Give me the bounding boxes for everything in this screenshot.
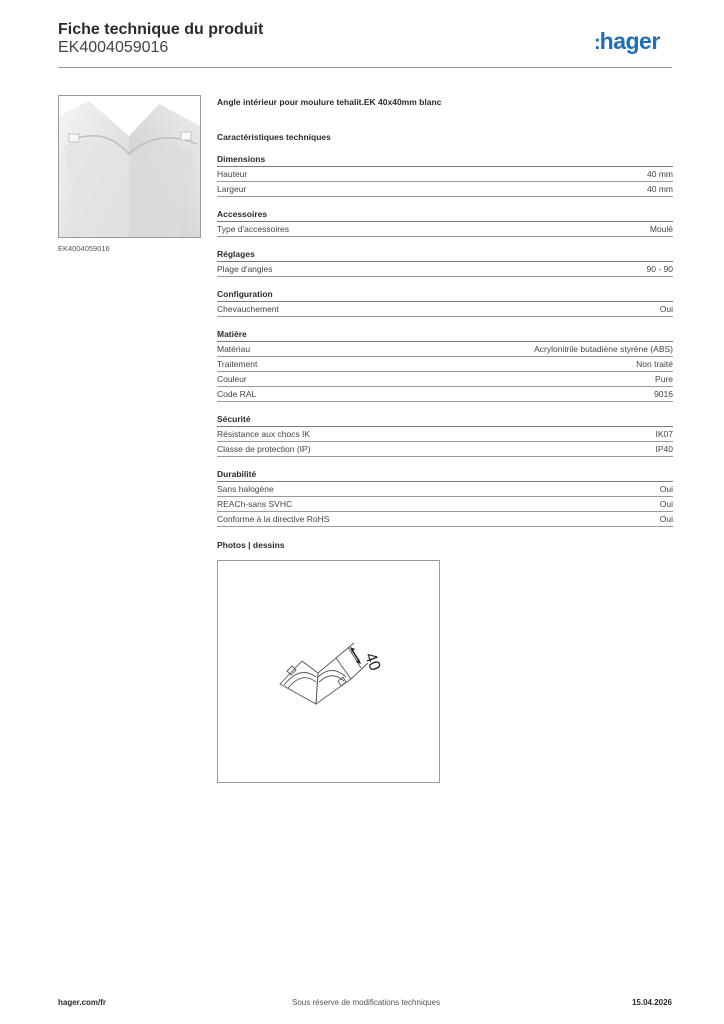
- section-title: Matière: [217, 329, 673, 342]
- spec-value: 90 - 90: [646, 264, 673, 274]
- section-title: Réglages: [217, 249, 673, 262]
- spec-label: Chevauchement: [217, 304, 279, 314]
- section-securite: [217, 414, 673, 457]
- header-divider: [58, 67, 672, 68]
- spec-value: Oui: [659, 514, 673, 524]
- spec-row: [217, 387, 673, 402]
- spec-row: [217, 167, 673, 182]
- logo-dots: :: [594, 32, 599, 54]
- spec-row: [217, 342, 673, 357]
- section-title: Sécurité: [217, 414, 673, 427]
- spec-value: Non traité: [636, 359, 673, 369]
- spec-label: Matériau: [217, 344, 251, 354]
- spec-label: Couleur: [217, 374, 247, 384]
- section-title: Dimensions: [217, 154, 673, 167]
- section-dimensions: [217, 154, 673, 197]
- spec-value: 40 mm: [647, 184, 673, 194]
- section-configuration: [217, 289, 673, 317]
- footer-date: 15.04.2026: [631, 998, 672, 1007]
- spec-label: Largeur: [217, 184, 247, 194]
- spec-value: Pure: [655, 374, 673, 384]
- spec-value: Moulé: [649, 224, 673, 234]
- spec-label: Hauteur: [217, 169, 248, 179]
- spec-row: [217, 182, 673, 197]
- characteristics-title: Caractéristiques techniques: [217, 132, 331, 142]
- footer-website[interactable]: hager.com/fr: [58, 998, 107, 1007]
- hager-logo: [594, 30, 660, 53]
- spec-label: Traitement: [217, 359, 258, 369]
- spec-row: [217, 427, 673, 442]
- spec-label: Classe de protection (IP): [217, 444, 311, 454]
- spec-value: Oui: [659, 499, 673, 509]
- spec-row: [217, 512, 673, 527]
- section-reglages: [217, 249, 673, 277]
- drawings-title: Photos | dessins: [217, 540, 285, 550]
- footer-disclaimer: Sous réserve de modifications techniques: [292, 998, 441, 1007]
- spec-label: Sans halogène: [217, 484, 274, 494]
- spec-value: 9016: [654, 389, 673, 399]
- logo-text: hager: [599, 28, 660, 54]
- spec-row: [217, 222, 673, 237]
- spec-value: Oui: [659, 304, 673, 314]
- corner-drawing-icon: [218, 561, 439, 782]
- spec-row: [217, 442, 673, 457]
- section-accessoires: [217, 209, 673, 237]
- dimension-label: 40: [361, 650, 384, 674]
- product-name: Angle intérieur pour moulure tehalit.EK 40x40mm blanc: [217, 97, 442, 107]
- section-title: Configuration: [217, 289, 673, 302]
- photo-caption: EK4004059016: [58, 244, 110, 253]
- section-durabilite: [217, 469, 673, 527]
- spec-value: Acrylonitrile butadiène styrène (ABS): [534, 344, 673, 354]
- spec-label: Résistance aux chocs IK: [217, 429, 311, 439]
- corner-piece-photo-icon: [59, 96, 200, 237]
- spec-value: IP40: [655, 444, 673, 454]
- spec-row: [217, 497, 673, 512]
- spec-row: [217, 482, 673, 497]
- section-title: Accessoires: [217, 209, 673, 222]
- technical-content: [217, 96, 673, 527]
- spec-row: [217, 262, 673, 277]
- section-matiere: [217, 329, 673, 402]
- spec-label: Code RAL: [217, 389, 257, 399]
- spec-label: Plage d'angles: [217, 264, 273, 274]
- spec-label: Conforme à la directive RoHS: [217, 514, 330, 524]
- spec-value: 40 mm: [647, 169, 673, 179]
- spec-value: IK07: [655, 429, 673, 439]
- technical-drawing: [217, 560, 440, 783]
- section-title: Durabilité: [217, 469, 673, 482]
- spec-row: [217, 372, 673, 387]
- spec-row: [217, 302, 673, 317]
- spec-label: REACh-sans SVHC: [217, 499, 293, 509]
- spec-label: Type d'accessoires: [217, 224, 290, 234]
- spec-row: [217, 357, 673, 372]
- spec-value: Oui: [659, 484, 673, 494]
- product-reference: EK4004059016: [58, 39, 169, 56]
- product-photo: [58, 95, 201, 238]
- page-title: Fiche technique du produit: [58, 21, 264, 38]
